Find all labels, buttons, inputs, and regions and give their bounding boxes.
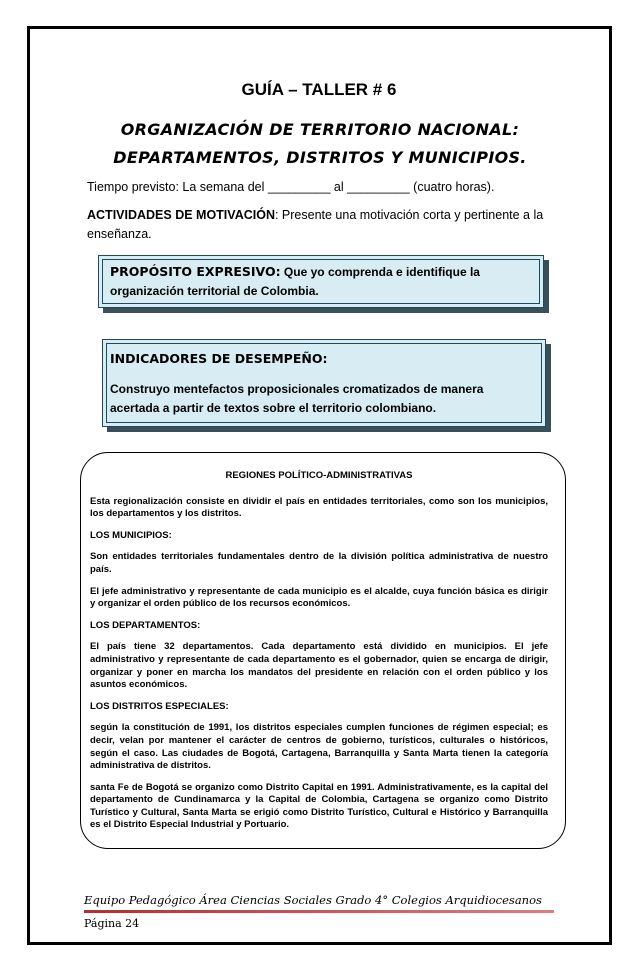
proposito-line-1: Que yo comprenda e identifique la (280, 265, 480, 279)
page-number: Página 24 (84, 917, 140, 930)
regiones-content (90, 470, 548, 841)
footer-text: Equipo Pedagógico Área Ciencias Sociales Grado 4° Colegios Arquidiocesanos (84, 893, 542, 907)
distritos-paragraph-1: según la constitución de 1991, los distritos especiales cumplen funciones de régimen especial; es decir, velan por mantener el carácter de centros de gobierno, turísticos, culturales o históricos, según el caso. Las ciudades de Bogotá, Cartagena, Barranquilla y Santa Marta tienen la categoría administrativa de distritos. (90, 722, 548, 772)
distritos-heading: LOS DISTRITOS ESPECIALES: (90, 700, 229, 712)
proposito-line-2: organización territorial de Colombia. (110, 284, 319, 298)
regiones-intro: Esta regionalización consiste en dividir el país en entidades territoriales, como son los municipios, los departamentos y los distritos. (90, 495, 548, 520)
actividades-motivacion (87, 206, 557, 244)
distritos-paragraph-2: santa Fe de Bogotá se organizo como Distrito Capital en 1991. Administrativamente, es la capital del departamento de Cundinamarca y la Capital de Colombia, Cartagena se organizo como Distrito Turístico y Cultural, Santa Marta se erigió como Distrito Turístico, Cultural e Histórico y Barranquilla es el Distrito Especial Industrial y Portuario. (90, 781, 548, 831)
indicadores-line-2: acertada a partir de textos sobre el territorio colombiano. (110, 401, 437, 415)
indicadores-line-1: Construyo mentefactos proposicionales cromatizados de manera (110, 382, 484, 396)
actividades-text: : Presente una motivación corta y pertinente a la enseñanza. (87, 208, 544, 241)
departamentos-paragraph: El país tiene 32 departamentos. Cada departamento está dividido en municipios. El jefe administrativo y representante de cada departamento es el gobernador, quien se encarga de dirigir, organizar y poner en marcha los mandatos del presidente en relación con el orden público y los asuntos económicos. (90, 641, 548, 691)
tiempo-previsto: Tiempo previsto: La semana del _________ al _________ (cuatro horas). (87, 180, 495, 194)
subtitle-line-2: DEPARTAMENTOS, DISTRITOS Y MUNICIPIOS. (113, 148, 527, 167)
footer-divider (84, 910, 554, 913)
subtitle-line-1: ORGANIZACIÓN DE TERRITORIO NACIONAL: (120, 120, 520, 139)
actividades-label: ACTIVIDADES DE MOTIVACIÓN (87, 208, 275, 222)
municipios-paragraph-1: Son entidades territoriales fundamentales dentro de la división política administrativa de nuestro país. (90, 551, 548, 575)
proposito-heading: PROPÓSITO EXPRESIVO: (110, 264, 281, 279)
indicadores-text (110, 349, 535, 418)
departamentos-heading: LOS DEPARTAMENTOS: (90, 619, 201, 631)
proposito-text (110, 262, 530, 301)
page-title: GUÍA – TALLER # 6 (241, 80, 397, 99)
regiones-title: REGIONES POLÍTICO-ADMINISTRATIVAS (225, 470, 413, 481)
municipios-paragraph-2: El jefe administrativo y representante de cada municipio es el alcalde, cuya función básica es dirigir y organizar el orden público de los recursos económicos. (90, 585, 548, 610)
municipios-heading: LOS MUNICIPIOS: (90, 529, 172, 541)
indicadores-heading: INDICADORES DE DESEMPEÑO: (110, 351, 328, 366)
